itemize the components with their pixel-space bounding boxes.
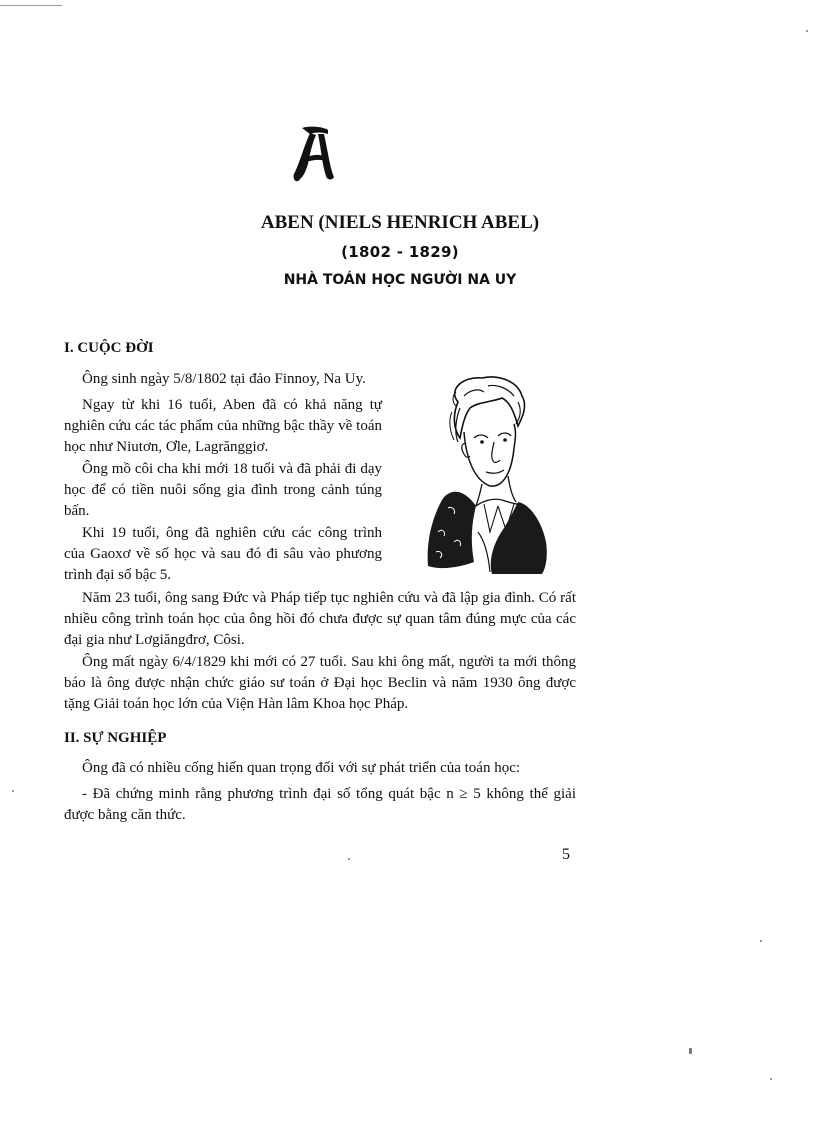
paragraph-birth: Ông sinh ngày 5/8/1802 tại đảo Finnoy, Na Uy. <box>82 371 366 387</box>
scan-edge-rule <box>0 5 62 6</box>
scan-speck <box>760 940 762 942</box>
entry-subtitle: NHÀ TOÁN HỌC NGƯỜI NA UY <box>283 272 517 288</box>
paragraph-death: Ông mất ngày 6/4/1829 khi mới có 27 tuổi. Sau khi ông mất, người ta mới thông báo là ông được nhận chức giáo sư toán ở Đại học Beclin và năm 1930 ông được tặng Giải toán học lớn của Viện Hàn lâm Khoa học Pháp. <box>64 654 576 712</box>
scan-speck <box>806 30 808 32</box>
section-heading-life: I. CUỘC ĐỜI <box>64 340 154 356</box>
section-heading-career: II. SỰ NGHIỆP <box>64 730 167 746</box>
paragraph-travel: Năm 23 tuổi, ông sang Đức và Pháp tiếp tục nghiên cứu và đã lập gia đình. Có rất nhiều công trình toán học của ông hồi đó chưa được sự quan tâm đúng mực của các đại gia như Lơgiăngđrơ, Côsi. <box>64 590 576 648</box>
chapter-letter-a-ornament <box>288 124 338 184</box>
scan-speck <box>770 1078 772 1080</box>
paragraph-quintic-proof: - Đã chứng minh rằng phương trình đại số tổng quát bậc n ≥ 5 không thể giải được bằng căn thức. <box>64 786 576 823</box>
paragraph-contributions: Ông đã có nhiều cống hiến quan trọng đối với sự phát triển của toán học: <box>82 760 521 776</box>
portrait-abel <box>418 372 550 576</box>
paragraph-youth: Ngay từ khi 16 tuổi, Aben đã có khả năng tự nghiên cứu các tác phẩm của những bậc thầy về toán học như Niutơn, Ơle, Lagrănggiơ. <box>64 397 382 455</box>
entry-title: ABEN (NIELS HENRICH ABEL) <box>260 212 540 233</box>
paragraph-gauss: Khi 19 tuổi, ông đã nghiên cứu các công trình của Gaoxơ về số học và sau đó đi sâu vào phương trình đại số bậc 5. <box>64 525 382 583</box>
life-years: (1802 - 1829) <box>341 243 459 261</box>
scan-speck <box>689 1048 692 1054</box>
scan-speck <box>12 790 14 792</box>
page-number: 5 <box>562 846 570 863</box>
paragraph-orphan: Ông mồ côi cha khi mới 18 tuổi và đã phải đi dạy học để có tiền nuôi sống gia đình trong cảnh túng bấn. <box>64 461 382 519</box>
scan-speck <box>348 858 350 860</box>
